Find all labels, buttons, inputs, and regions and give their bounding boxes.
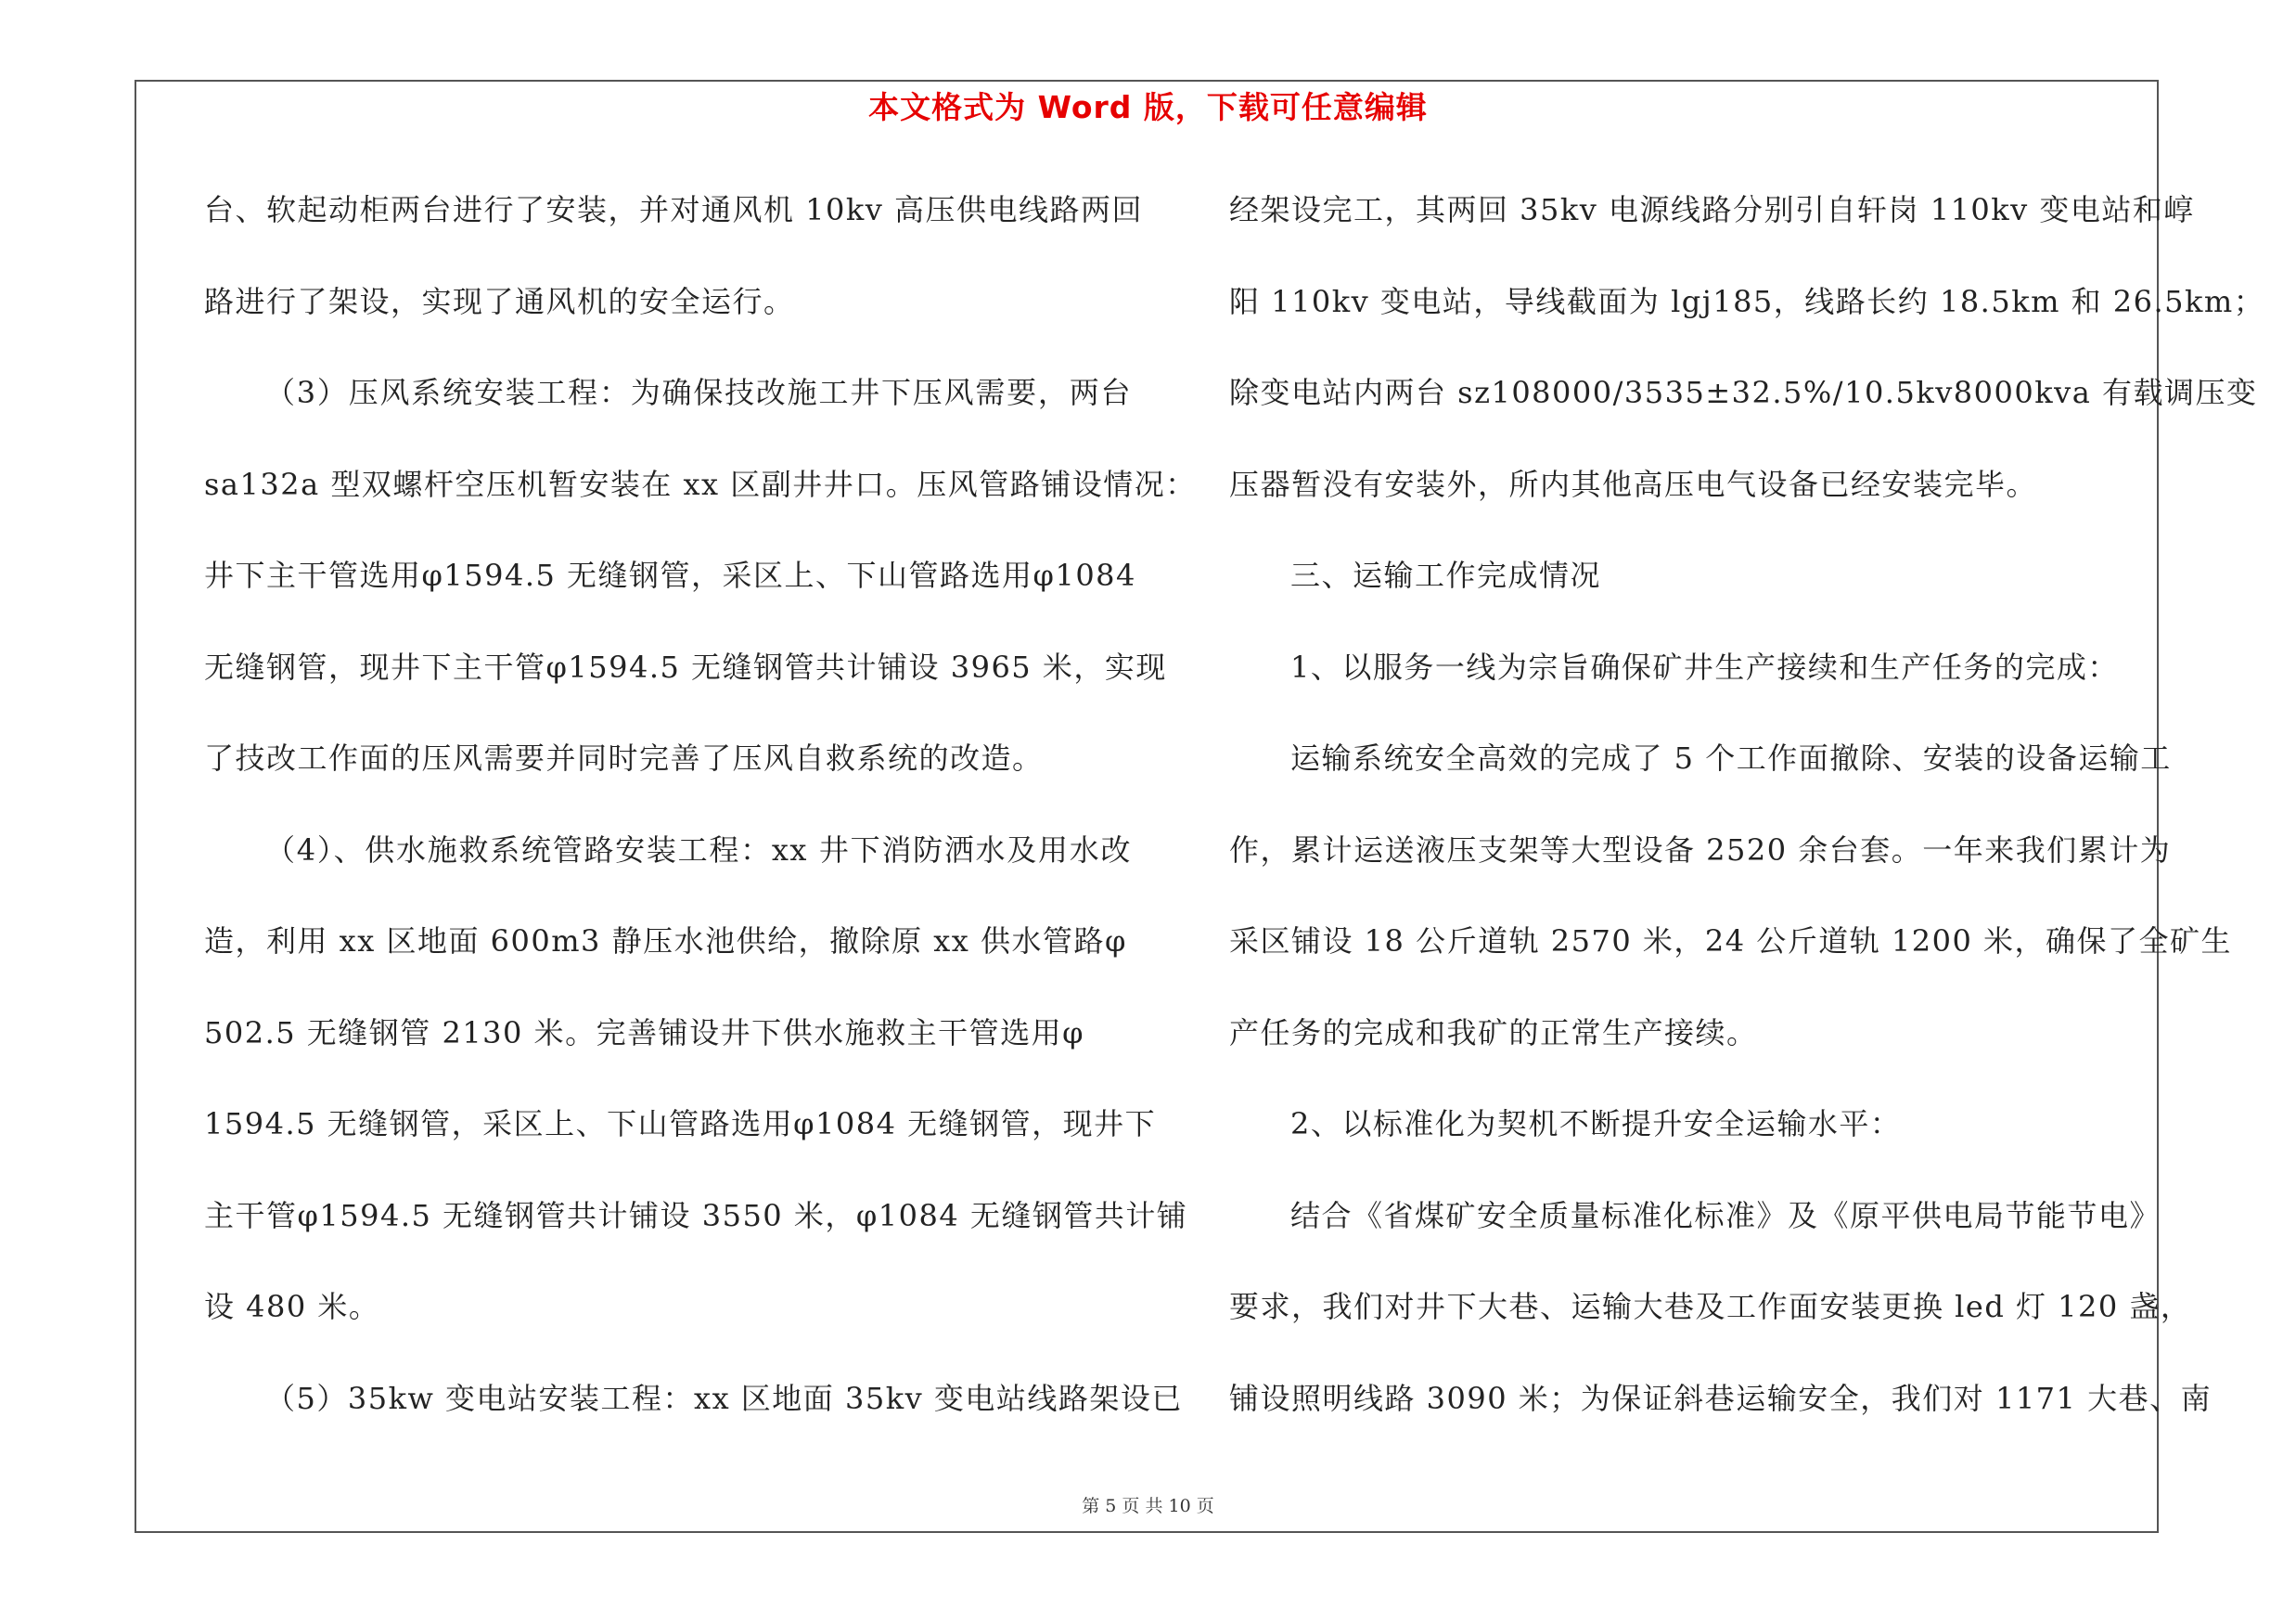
text-line: （3）压风系统安装工程：为确保技改施工井下压风需要，两台 (265, 375, 1132, 410)
text-line: 产任务的完成和我矿的正常生产接续。 (1229, 1014, 1758, 1050)
text-line: 要求，我们对井下大巷、运输大巷及工作面安装更换 led 灯 120 盏， (1229, 1289, 2192, 1324)
subsection-heading: 1、以服务一线为宗旨确保矿井生产接续和生产任务的完成： (1290, 649, 2119, 685)
text-line: 设 480 米。 (204, 1289, 380, 1324)
text-line: 1594.5 无缝钢管，采区上、下山管路选用φ1084 无缝钢管，现井下 (204, 1106, 1157, 1141)
subsection-heading: 2、以标准化为契机不断提升安全运输水平： (1290, 1106, 1902, 1141)
document-header-title: 本文格式为 Word 版，下载可任意编辑 (868, 89, 1428, 125)
text-line: 了技改工作面的压风需要并同时完善了压风自救系统的改造。 (204, 741, 1044, 776)
right-text-column (1229, 182, 2265, 1462)
text-line: 502.5 无缝钢管 2130 米。完善铺设井下供水施救主干管选用φ (204, 1014, 1084, 1050)
page-number-footer: 第 5 页 共 10 页 (1082, 1496, 1214, 1516)
text-line: 无缝钢管，现井下主干管φ1594.5 无缝钢管共计铺设 3965 米，实现 (204, 649, 1167, 685)
left-text-column (204, 182, 1197, 1462)
text-line: 井下主干管选用φ1594.5 无缝钢管，采区上、下山管路选用φ1084 (204, 558, 1136, 593)
text-line: 主干管φ1594.5 无缝钢管共计铺设 3550 米，φ1084 无缝钢管共计铺 (204, 1197, 1188, 1233)
section-heading: 三、运输工作完成情况 (1290, 558, 1602, 593)
text-line: 路进行了架设，实现了通风机的安全运行。 (204, 283, 795, 319)
text-line: 作，累计运送液压支架等大型设备 2520 余台套。一年来我们累计为 (1229, 831, 2172, 868)
text-line: 造，利用 xx 区地面 600m3 静压水池供给，撤除原 xx 供水管路φ (204, 923, 1127, 959)
text-line: 运输系统安全高效的完成了 5 个工作面撤除、安装的设备运输工 (1290, 741, 2172, 776)
text-line: 采区铺设 18 公斤道轨 2570 米，24 公斤道轨 1200 米，确保了全矿生 (1229, 923, 2233, 959)
text-line: 铺设照明线路 3090 米；为保证斜巷运输安全，我们对 1171 大巷、南 (1229, 1380, 2213, 1416)
text-line: 压器暂没有安装外，所内其他高压电气设备已经安装完毕。 (1229, 466, 2038, 502)
text-line: 结合《省煤矿安全质量标准化标准》及《原平供电局节能节电》 (1290, 1197, 2161, 1233)
text-line: 经架设完工，其两回 35kv 电源线路分别引自轩岗 110kv 变电站和崞 (1229, 192, 2195, 227)
text-line: 阳 110kv 变电站，导线截面为 lgj185，线路长约 18.5km 和 26.5km； (1229, 283, 2265, 319)
text-line: （5）35kw 变电站安装工程：xx 区地面 35kv 变电站线路架设已 (265, 1380, 1183, 1416)
text-line: （4）、供水施救系统管路安装工程：xx 井下消防洒水及用水改 (265, 831, 1132, 868)
text-line: sa132a 型双螺杆空压机暂安装在 xx 区副井井口。压风管路铺设情况： (204, 466, 1197, 502)
text-line: 台、软起动柜两台进行了安装，并对通风机 10kv 高压供电线路两回 (204, 192, 1144, 227)
text-line: 除变电站内两台 sz108000/3535±32.5%/10.5kv8000kva 有载调压变 (1229, 375, 2258, 410)
